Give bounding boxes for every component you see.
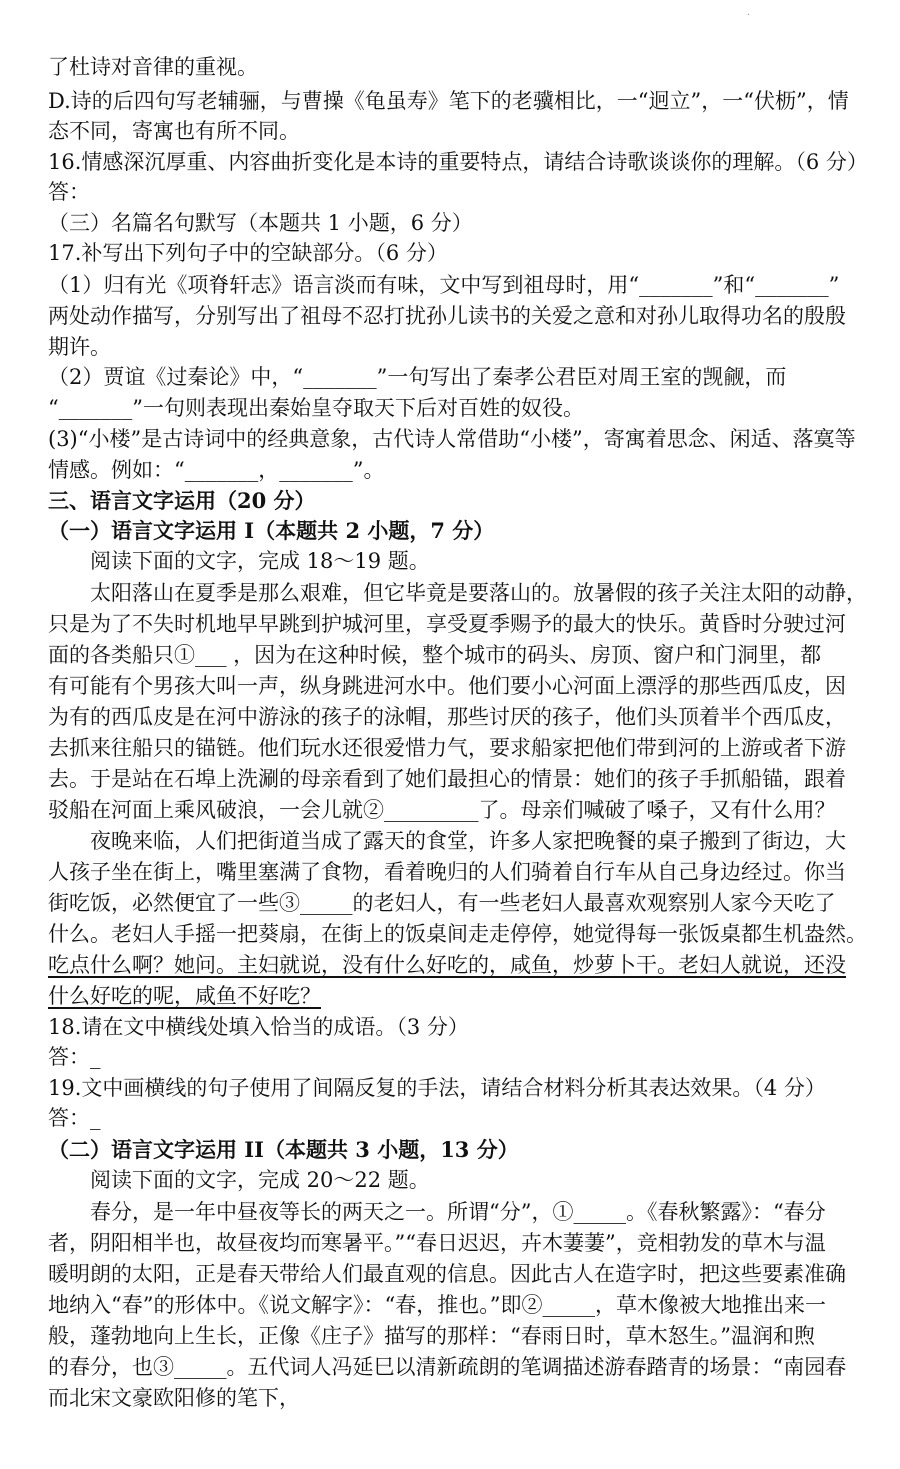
q17-item-1: （1）归有光《项脊轩志》语言淡而有味，文中写到祖母时，用“_______”和“_______” [48,273,840,297]
text-line: 了杜诗对音律的重视。 [48,55,258,79]
section-heading: （三）名篇名句默写（本题共 1 小题，6 分） [48,211,473,235]
option-d-line-2: 态不同，寄寓也有所不同。 [48,119,300,143]
passage-line: 夜晚来临，人们把街道当成了露天的食堂，许多人家把晚餐的桌子搬到了街边，大 [90,829,846,853]
part-three-heading: 三、语言文字运用（20 分） [48,488,316,513]
q17-item-3: (3)“小楼”是古诗词中的经典意象，古代诗人常借助“小楼”，寄寓着思念、闲适、落寞等 [48,427,856,451]
question-16: 16.情感深沉厚重、内容曲折变化是本诗的重要特点，请结合诗歌谈谈你的理解。（6 分） [48,150,868,174]
passage-line: 只是为了不失时机地早早跳到护城河里，享受夏季赐予的最大的快乐。黄昏时分驶过河 [48,612,846,636]
answer-label: 答：_ [48,1045,101,1069]
passage-line: 太阳落山在夏季是那么艰难，但它毕竟是要落山的。放暑假的孩子关注太阳的动静， [90,581,867,605]
question-18: 18.请在文中横线处填入恰当的成语。（3 分） [48,1015,469,1039]
underlined-sentence: 吃点什么啊？她问。主妇就说，没有什么好吃的，咸鱼，炒萝卜干。老妇人就说，还没 [48,953,846,977]
answer-label: 答：_ [48,1106,101,1130]
passage-line [48,1383,868,1413]
passage-line: 为有的西瓜皮是在河中游泳的孩子的泳帽，那些讨厌的孩子，他们头顶着半个西瓜皮， [48,705,846,729]
passage-line: 者，阴阳相半也，故昼夜均而寒暑平。”“春日迟迟，卉木萋萋”，竞相勃发的草木与温 [48,1231,826,1255]
passage-line: 人孩子坐在街上，嘴里塞满了食物，看着晚归的人们骑着自行车从自己身边经过。你当 [48,860,846,884]
q17-item-2-cont: “_______”一句则表现出秦始皇夺取天下后对百姓的奴役。 [48,396,584,420]
passage-line: 什么。老妇人手摇一把葵扇，在街上的饭桌间走走停停，她觉得每一张饭桌都生机盎然。 [48,922,867,946]
passage-line: 去。于是站在石埠上洗涮的母亲看到了她们最担心的情景：她们的孩子手抓船锚，跟着 [48,767,846,791]
passage-line: 街吃饭，必然便宜了一些③_____的老妇人，有一些老妇人最喜欢观察别人家今天吃了 [48,891,836,915]
corner-mark: · [746,10,750,21]
passage-line: 般，蓬勃地向上生长，正像《庄子》描写的那样：“春雨日时，草木怒生。”温润和煦 [48,1324,815,1348]
passage-line-text: 而北宋文豪欧阳修的笔下， [48,1386,300,1410]
question-19: 19.文中画横线的句子使用了间隔反复的手法，请结合材料分析其表达效果。（4 分） [48,1076,826,1100]
q17-item-2: （2）贾谊《过秦论》中，“_______”一句写出了秦孝公君臣对周王室的觊觎，而 [48,365,787,389]
passage-line: 暖明朗的太阳，正是春天带给人们最直观的信息。因此古人在造字时，把这些要素准确 [48,1262,846,1286]
passage-line: 春分，是一年中昼夜等长的两天之一。所谓“分”，①_____。《春秋繁露》：“春分 [90,1200,826,1224]
subsection-heading-2: （二）语言文字运用 II（本题共 3 小题，13 分） [48,1137,519,1162]
passage-line: 面的各类船只①___ ，因为在这种时候，整个城市的码头、房顶、窗户和门洞里，都 [48,643,822,667]
passage-line: 的春分，也③_____。五代词人冯延巳以清新疏朗的笔调描述游春踏青的场景：“南园春 [48,1355,847,1379]
q17-item-3-cont: 情感。例如：“_______，_______”。 [48,458,385,482]
underlined-sentence: 什么好吃的呢，咸鱼不好吃？ [48,984,321,1008]
q17-item-1-cont: 期许。 [48,335,111,359]
question-17: 17.补写出下列句子中的空缺部分。（6 分） [48,241,448,265]
q17-item-1-cont: 两处动作描写，分别写出了祖母不忍打扰孙儿读书的关爱之意和对孙儿取得功名的殷殷 [48,304,846,328]
passage-line: 地纳入“春”的形体中。《说文解字》：“春，推也。”即②_____，草木像被大地推出来一 [48,1293,826,1317]
passage-line: 有可能有个男孩大叫一声，纵身跳进河水中。他们要小心河面上漂浮的那些西瓜皮，因 [48,674,846,698]
option-d-line-1: D.诗的后四句写老辅骊，与曹操《龟虽寿》笔下的老骥相比，一“迥立”，一“伏枥”，情 [48,89,849,113]
subsection-heading-1: （一）语言文字运用 I（本题共 2 小题，7 分） [48,518,495,543]
passage-line: 驳船在河面上乘风破浪，一会儿就②_________了。母亲们喊破了嗓子，又有什么用？ [48,798,836,822]
reading-instruction: 阅读下面的文字，完成 20～22 题。 [90,1168,430,1192]
passage-line: 去抓来往船只的锚链。他们玩水还很爱惜力气，要求船家把他们带到河的上游或者下游 [48,736,846,760]
reading-instruction: 阅读下面的文字，完成 18～19 题。 [90,549,430,573]
answer-label: 答： [48,180,90,204]
